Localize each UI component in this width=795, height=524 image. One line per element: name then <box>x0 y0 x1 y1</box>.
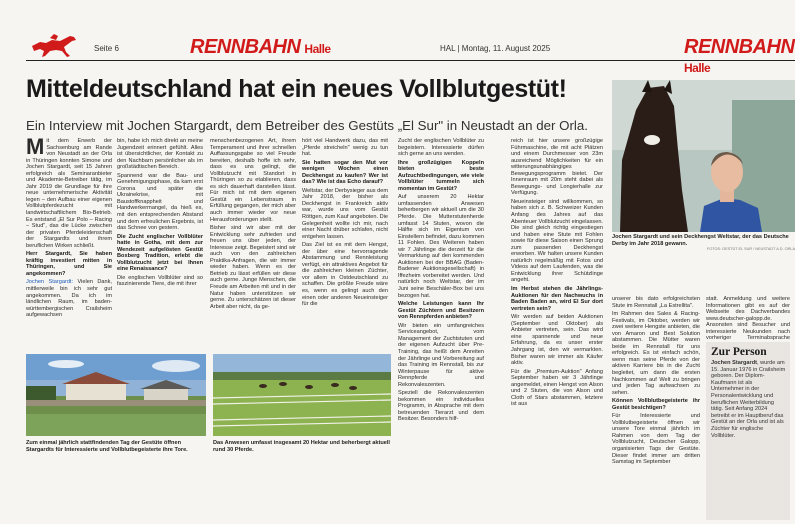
question-4: Ihre großzügigen Koppeln bieten beste Aufzuchtbedingungen, wie viele Vollblüter tummeln sich momentan im Gestüt? <box>398 159 484 192</box>
brand-main: RENNBAHN <box>190 36 301 58</box>
subheadline <box>26 118 588 133</box>
col2-p1: bin, habe ich mich direkt an meine Jugendzeit erinnert gefühlt. Alles ist übersichtlicher, der Kontakt zu den Nachbarn persönlicher als im großstädtischen Bereich. <box>117 138 203 171</box>
question-3: Sie hatten sogar den Mut vor wenigen Wochen einen Deckhengst zu kaufen? Wer ist das? Wie ist das Echo darauf? <box>302 159 388 186</box>
col1-intro: it dem Erwerb der Sachsenburg am Rande von Neustadt an der Orla in Thüringen konnten Simone und Jochen Stargardt, seit 15 Jahren erfolgreich als Seminaranbieter und Akademie-Betreiber tätig, im Jahr 2019 die Grundlage für ihre neue unternehmerische Aktivität legen – den Aufbau einer eigenen Vollblutpferdezucht mit landwirtschaftlichem Bio-Betrieb. Es entstand „El Sur Polo – Racing – Stud", das die Lücke zwischen der privaten Pferdeleidenschaft der Stargardts und ihrem beruflichen Wirken schließt. <box>26 138 112 249</box>
brand-sub-right: Halle <box>684 61 711 75</box>
paddock-photo-image <box>213 354 391 436</box>
sidebar-text <box>711 360 786 439</box>
col5-p2: Speziell die Rekonvaleszenten bekommen ein individuelles Programm, in Absprache mit dem betreuenden Tierarzt und dem Besitzer. Besonders hilf- <box>398 390 484 423</box>
article-column-1 <box>26 134 112 350</box>
portrait-photo-image <box>612 80 795 232</box>
col7-p2: Im Rahmen des Sales & Racing-Festivals, im Oktober, werden wir zwei weitere Hengste anbieten, die von Amaron und Best Solution abstammen. Die Mütter waren beide im Rennstall für uns erfolgreich. Es ist einfach schön, wenn man seine Pferde von der aktiven Karriere bis in die Zucht begleitet, um dann die ersten Nachkommen auf Welt zu bringen und jeden Tag aufwachsen zu sehen. <box>612 311 700 396</box>
answer-4: Auf unserem 20 Hektar umfassenden Anwesen beherbergen wir aktuell um die 30 Pferde. Die Mutterstutenherde umfasst 14 Stuten, wovon die Hälfte sich im Eigentum von Einstellern befindet, dazu kommen 11 Fohlen. Des Weiteren haben wir 7 Jährlinge die derzeit für die Vermarktung auf den kommenden Auktionen bei der BBAG (Baden-Badener Auktionsgesellschaft) in Iffezheim vorbereitet werden. Und natürlich noch Weltstar, der im Juni seine Beschäler-Box bei uns bezogen hat. <box>398 194 484 299</box>
answer-5: Wir bieten ein umfangreiches Serviceangebot, vom Management der Zuchtstuten und der eigenen Aufzucht über Pre-Training, das heißt dem Anreiten der Jährlinge und Vorbereitung auf das Training im Rennstall, bis zur Winterpause für aktive Rennpferde und Rekonvaleszenten. <box>398 322 484 388</box>
answer-6: Wir werden auf beiden Auktionen (September und Oktober) als Anbieter vertreten, sein. Das wird eine spannende und neue Erfahrung, da es unser erster Jahrgang ist, den wir vermarkten. Bisher waren wir immer als Käufer aktiv. <box>511 314 603 367</box>
sidebar-name: Jochen Stargardt <box>711 360 758 366</box>
photo-credit: FOTOS: GESTÜT EL SUR / NEUSTADT A.D. ORLA <box>707 247 795 252</box>
paddock-photo <box>213 354 391 436</box>
col4-p1: hört viel Handwerk dazu, das mit „Pferde streicheln" wenig zu tun hat. <box>302 138 388 158</box>
answer-7: Für Interessierte und Vollblutbegeisterte öffnen wir unsere Tore einmal jährlich im Rahmen von dem Tag der Vollblutzucht, Deutscher Galopp, organisierten Tags der Gestüte. Dieser findet immer am dritten Samstag im September <box>612 413 700 466</box>
header-divider <box>26 60 795 61</box>
brand-logo <box>190 36 331 59</box>
col2-p2: Spannend war die Bau- und Genehmigungsphase, da kam erst Corona und später die Ukrainekrise, mit Baustoffknappheit und Handwerkermangel, da hieß es, mit den entsprechenden Abstand und dem erfreulichen Ergebnis, ist das Schnee von gestern. <box>117 172 203 232</box>
col8-p1: statt. Anmeldung und weitere Informationen gibt es auf der Webseite des Dachverbandes www.deutscher-galopp.de. Ansonsten sind Besucher und interessierte Neukunden nach vorheriger Terminabsprache <box>706 296 790 342</box>
paddock-caption: Das Anwesen umfasst insgesamt 20 Hektar und beherbergt aktuell rund 30 Pferde. <box>213 440 390 453</box>
question-6: Im Herbst stehen die Jährlings-Auktionen für den Nachwuchs in Baden Baden an, wird El Sur dort vertreten sein? <box>511 286 603 312</box>
article-column-2 <box>117 138 203 350</box>
col3-p2: Bisher sind wir aber mit der Entwicklung sehr zufrieden und freuen uns über jeden, der Interesse zeigt. Begeistert sind wir auch von den zahlreichen Praktika-Anfragen, die wir immer wieder haben. Wenn es der Betrieb zu lässt erfüllen wir diese auch gerne. Junge Menschen, die Freude am Arbeiten mit und in der Natur haben unterstützen wir gerne. Zu unterschätzen ist dieser Arbeit aber nicht, da ge- <box>210 225 296 310</box>
col6-p3: Für die „Premium-Auktion" Anfang September haben wir 3 Jährlinge angemeldet, einen Hengst von Alson und 2 Stuten, die von Alson und Cloth of Stars abstammen, letztere ist aus <box>511 368 603 408</box>
dropcap: M <box>26 134 45 159</box>
col5-p1: Zucht der englischen Vollblüter zu begeistern. Interessierte dürfen sich gerne an uns wenden. <box>398 138 484 158</box>
farm-photo <box>26 354 206 436</box>
article-column-3 <box>210 138 296 350</box>
brand-sub: Halle <box>304 42 331 56</box>
racehorse-logo-icon <box>30 32 78 60</box>
question-5: Welche Leistungen kann Ihr Gestüt Züchtern und Besitzern von Rennpferden anbieten? <box>398 301 484 321</box>
speaker-name[interactable]: Jochen Stargardt: <box>26 279 74 286</box>
sidebar-body: , wurde am 15. Januar 1976 in Crailsheim geboren. Der Diplom-Kaufmann ist als Unternehmer in der Personalentwicklung und beruflichen Weiterbildung tätig. Seit Anfang 2024 betreibt er im Hauptberuf das Gestüt an der Orla und ist als Züchter für englische Vollblüter. <box>711 360 786 439</box>
article-column-4 <box>302 138 388 350</box>
article-column-8 <box>706 296 790 342</box>
answer-1: Vielen Dank, mittlerweile bin ich sehr gut angekommen. Da ich im ländlichen Raum, im baden-württembergischen Crailsheim aufgewachsen <box>26 279 112 319</box>
col7-p1: unserer bis dato erfolgreichsten Stute im Rennstall „La Estrellita". <box>612 296 700 309</box>
answer-3: Weltstar, der Derbysieger aus dem Jahr 2018, der bisher als Deckhengst in Frankreich aktiv war, wurde uns vom Gestüt Röttgen, zum Kauf angeboten. Die Gelegenheit wollte ich mir, nach einer Nacht drüber schlafen, nicht entgehen lassen. <box>302 187 389 240</box>
question-1: Herr Stargardt, Sie haben kräftig investiert mitten in Thüringen, und Sie angekommen? <box>26 251 112 277</box>
portrait-caption: Jochen Stargardt und sein Deckhengst Weltstar, der das Deutsche Derby im Jahr 2018 gewann. <box>612 234 789 247</box>
col6-p2: Neueinsteiger sind willkommen, so haben sich z. B. Schweizer Kunden Anfang des Jahres auf das Abenteuer Vollblutzucht eingelassen. Die sind gleich richtig eingestiegen und haben eine Stute mit Fohlen sowie für diese Saison einen Sprung zum passenden Deckhengst erworben. Wir halten unsere Kunden natürlich regelmäßig mit Fotos und Videos auf dem Laufenden, was die Entwicklung ihrer Schützlinge angeht. <box>511 198 603 284</box>
subheadline-text: Ein Interview mit Jochen Stargardt, dem Betreiber des Gestüts „El Sur" in Neustadt an der Orla. <box>26 118 588 133</box>
issue-meta: HAL | Montag, 11. August 2025 <box>440 44 551 53</box>
sidebar-title: Zur Person <box>711 346 767 358</box>
question-7: Können Vollblutbegeisterte ihr Gestüt besichtigen? <box>612 398 700 411</box>
article-column-6 <box>511 138 603 520</box>
col6-p1: reich ist hier unsere großzügige Führmaschine, die mit acht Plätzen und einem Durchmesser von 23m ausreichend Möglichkeiten für ein witterungsunabhängiges Bewegungsprogramm bietet. Der Innenraum mit 20m steht dabei als Bewegungs- und Longierhalle zur Verfügung. <box>511 138 603 197</box>
article-column-7 <box>612 296 700 520</box>
brand-main-right: RENNBAHN <box>684 36 795 58</box>
answer-2: Die englischen Vollblüter sind so faszinierende Tiere, die mit ihrer <box>117 274 203 288</box>
person-sidebar <box>706 342 790 520</box>
article-column-5 <box>398 138 484 520</box>
col4-p2: Das Ziel ist es mit dem Hengst, der über eine hervorragende Abstammung und Rennleistung verfügt, ein attraktives Angebot für die zahlreichen kleinen Züchter, vor allem in Ostdeutschland zu schaffen. Die größte Freude wäre es, wenn es gelingt auch den einen oder anderen Neueinsteiger für die <box>302 242 388 308</box>
farm-caption: Zum einmal jährlich stattfindenden Tag der Gestüte öffnen Stargardts für Interessierte und Vollblutbegeisterte ihre Tore. <box>26 440 188 453</box>
farm-photo-image <box>26 354 206 436</box>
brand-logo-right <box>684 36 795 77</box>
headline: Mitteldeutschland hat ein neues Vollblutgestüt! <box>26 75 567 103</box>
col3-p1: menschenbezogenen Art, ihrem Temperament und ihrer schnellen Auffassungsgabe so viel Freude bereiten, deshalb hoffe ich sehr, dass es uns gelingt, die Vollblutzucht mit Standort in Thüringen so zu etablieren, dass es sich dauerhaft darstellen lässt. Für mich ist mit dem eigenen Gestüt ein Lebenstraum in Erfüllung gegangen, der mich aber auch immer wieder vor neue Herausforderungen stellt. <box>210 138 296 223</box>
portrait-photo <box>612 80 795 232</box>
portrait-caption-block <box>612 234 795 251</box>
page-number: Seite 6 <box>94 44 119 53</box>
question-2: Die Zucht englischer Vollblüter hatte in Gotha, mit dem zur Wendezeit aufgelösten Gestüt Boxberg Tradition, erlebt die Vollblutzucht jetzt bei Ihnen eine Renaissance? <box>117 233 203 273</box>
